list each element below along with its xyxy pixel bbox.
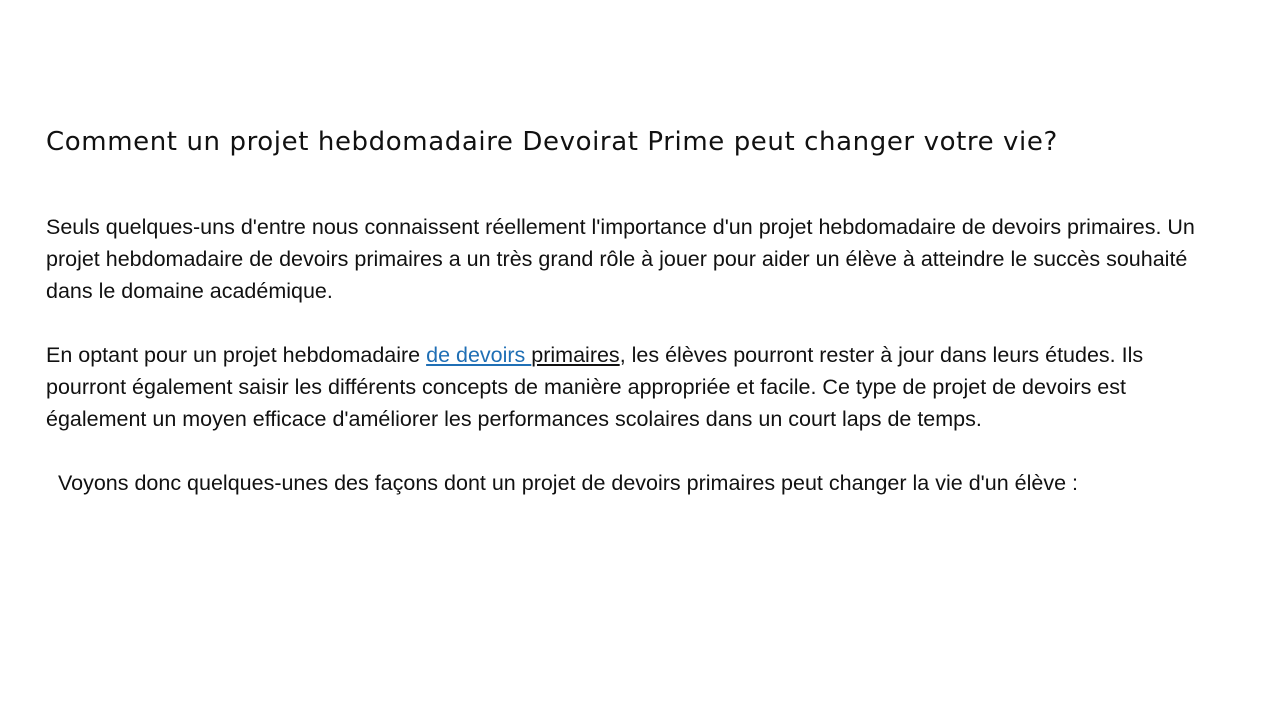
primaires-underlined-text: primaires xyxy=(531,343,620,367)
paragraph-transition: Voyons donc quelques-unes des façons dont un projet de devoirs primaires peut changer la vie d'un élève : xyxy=(46,471,1078,495)
paragraph-intro: Seuls quelques-uns d'entre nous connaissent réellement l'importance d'un projet hebdomadaire de devoirs primaires. Un projet hebdomadaire de devoirs primaires a un très grand rôle à jouer pour aider un élève à atteindre le succès souhaité dans le domaine académique. xyxy=(46,215,1195,303)
paragraph-benefits-end: , les élèves pourront rester à jour dans leurs études. Ils pourront également saisir les différents concepts de manière appropriée et facile. Ce type de projet de devoirs est également un moyen efficace d'améliorer les performances scolaires dans un court laps de temps. xyxy=(46,343,1144,431)
page-title: Comment un projet hebdomadaire Devoirat Prime peut changer votre vie? xyxy=(46,127,1058,157)
body-text xyxy=(46,211,1226,531)
paragraph-benefits-start: En optant pour un projet hebdomadaire xyxy=(46,343,427,367)
paragraph-benefits xyxy=(46,339,1226,435)
devoirs-link[interactable]: de devoirs xyxy=(426,343,532,367)
